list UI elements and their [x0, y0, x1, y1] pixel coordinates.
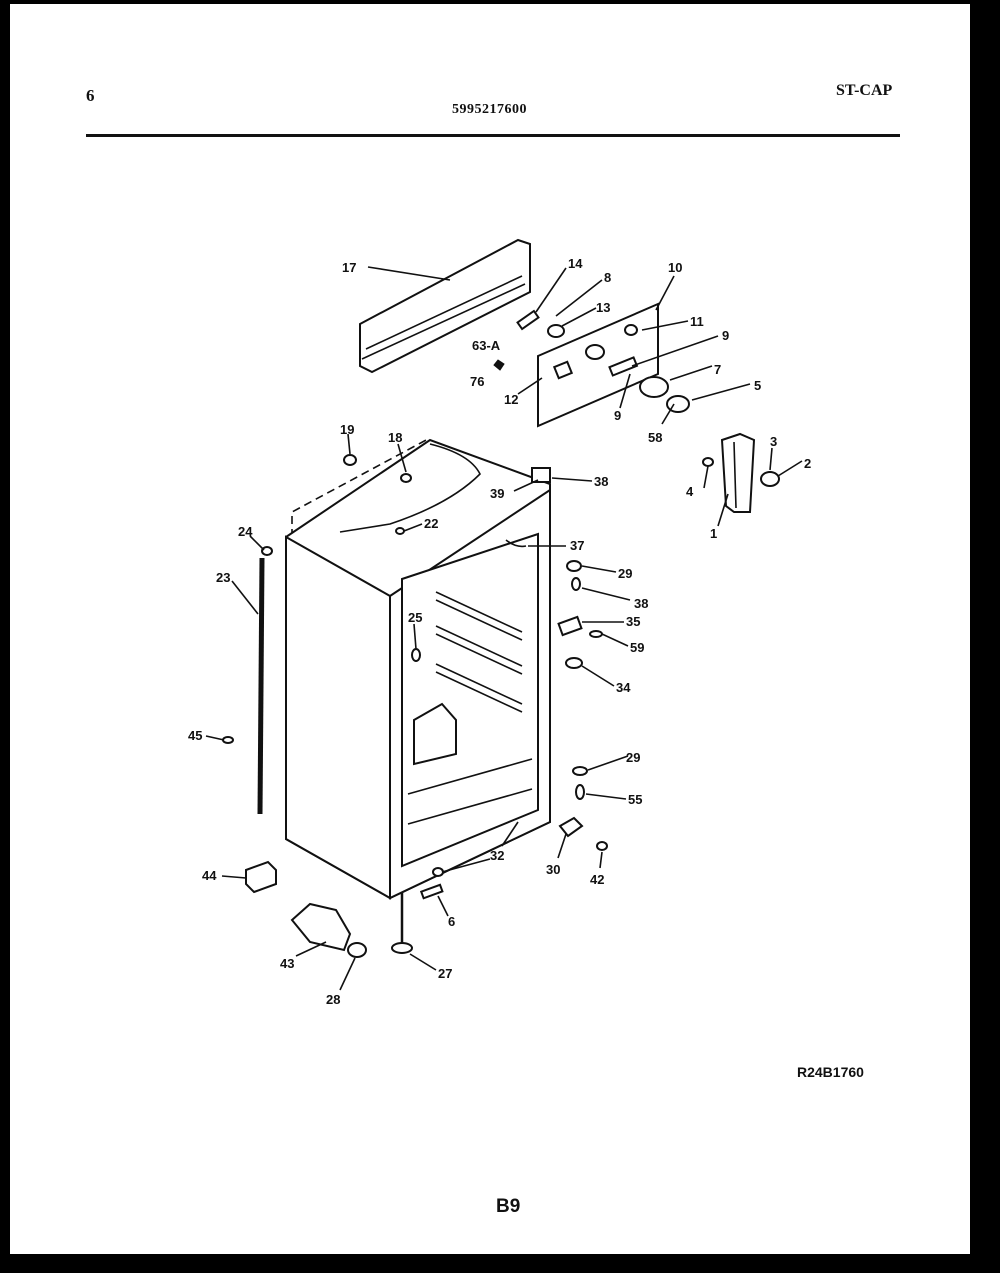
callout-2: 2 [804, 456, 812, 471]
callout-7: 7 [714, 362, 722, 377]
callout-37: 37 [570, 538, 585, 553]
diagram-reference: R24B1760 [797, 1064, 864, 1080]
callout-18: 18 [388, 430, 403, 445]
page-id: B9 [496, 1196, 521, 1217]
part-44-block [246, 862, 276, 892]
callout-24: 24 [238, 524, 253, 539]
callout-3: 3 [770, 434, 778, 449]
callout-42: 42 [590, 872, 605, 887]
callout-39: 39 [490, 486, 505, 501]
callout-10: 10 [668, 260, 683, 275]
part-23-tube [260, 547, 272, 814]
part-17-top-trim [360, 240, 530, 372]
callout-13: 13 [596, 300, 611, 315]
part-76-screw [494, 360, 504, 370]
callout-17: 17 [342, 260, 357, 275]
callout-63-a: 63-A [472, 338, 501, 353]
callout-45: 45 [188, 728, 203, 743]
callout-38-lower: 38 [634, 596, 649, 611]
page-number: 6 [86, 86, 95, 105]
cabinet-body [286, 439, 550, 898]
callout-29: 29 [618, 566, 633, 581]
part-27-foot [392, 892, 412, 953]
callout-32: 32 [490, 848, 505, 863]
callout-29-lower: 29 [626, 750, 641, 765]
callout-34: 34 [616, 680, 631, 695]
callout-19: 19 [340, 422, 355, 437]
part-number: 5995217600 [452, 102, 527, 117]
callout-14: 14 [568, 256, 583, 271]
callout-5: 5 [754, 378, 762, 393]
callout-9-lower: 9 [614, 408, 622, 423]
callout-6: 6 [448, 914, 456, 929]
callout-38: 38 [594, 474, 609, 489]
callout-76: 76 [470, 374, 485, 389]
part-30-clip [560, 818, 582, 836]
part-43-hinge [292, 904, 366, 957]
callout-25: 25 [408, 610, 423, 625]
callout-11: 11 [690, 314, 704, 329]
callout-35: 35 [626, 614, 641, 629]
part-1-handle [703, 434, 779, 512]
part-14-bracket [518, 311, 539, 329]
callout-23: 23 [216, 570, 231, 585]
callout-30: 30 [546, 862, 561, 877]
callout-9: 9 [722, 328, 730, 343]
callout-22: 22 [424, 516, 439, 531]
callout-43: 43 [280, 956, 295, 971]
callout-59: 59 [630, 640, 645, 655]
callout-12: 12 [504, 392, 519, 407]
callout-27: 27 [438, 966, 453, 981]
callout-4: 4 [686, 484, 694, 499]
parts-sheet [10, 4, 970, 1254]
callout-8: 8 [604, 270, 612, 285]
callout-55: 55 [628, 792, 643, 807]
callout-44: 44 [202, 868, 217, 883]
model-code: ST-CAP [836, 82, 893, 99]
callout-1: 1 [710, 526, 718, 541]
callout-58: 58 [648, 430, 663, 445]
part-7-thermostat [640, 377, 689, 412]
part-13-knob [548, 325, 564, 337]
callout-28: 28 [326, 992, 341, 1007]
part-10-control-panel [538, 304, 658, 426]
